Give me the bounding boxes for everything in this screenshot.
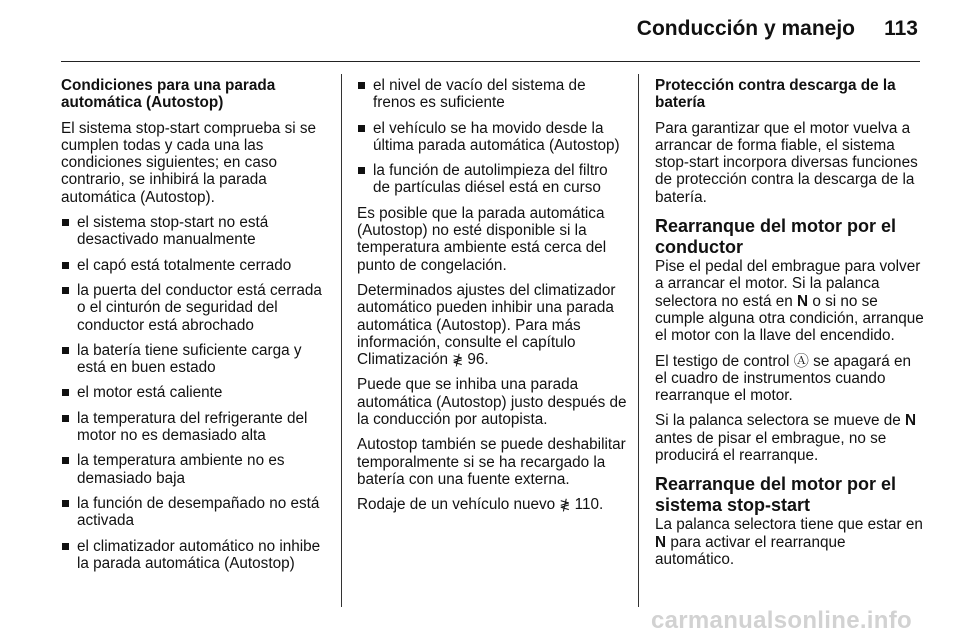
paragraph	[655, 258, 925, 344]
gear-neutral-label: N	[905, 412, 917, 430]
paragraph-text: o si no se cumple alguna otra condición, arranque el motor con la llave del encendido.	[655, 292, 924, 345]
paragraph-text: se apagará en el cuadro de instrumentos cuando rearranque el motor.	[655, 352, 911, 405]
paragraph	[655, 412, 925, 464]
paragraph	[655, 353, 925, 405]
paragraph: Para garantizar que el motor vuelva a arrancar de forma fiable, el sistema stop-start incorpora diversas funciones de protección contra la descarga de la batería.	[655, 119, 918, 206]
list-item: la temperatura del refrigerante del motor no es demasiado alta	[61, 410, 327, 445]
section-heading-autostop-conditions: Condiciones para una parada automática (Autostop)	[61, 77, 276, 112]
paragraph	[655, 516, 925, 568]
column-2	[357, 77, 627, 522]
column-3	[655, 77, 925, 576]
autostop-indicator-icon: Ⓐ	[793, 352, 809, 370]
gear-neutral-label: N	[655, 533, 667, 551]
paragraph-text: Si la palanca selectora se mueve de	[655, 412, 901, 430]
paragraph-text: antes de pisar el embrague, no se producirá el rearranque.	[655, 429, 887, 465]
watermark: carmanualsonline.info	[650, 607, 912, 634]
gear-neutral-label: N	[797, 292, 809, 310]
paragraph: Es posible que la parada automática (Autostop) no esté disponible si la temperatura ambiente está cerca del punto de congelación.	[357, 204, 607, 274]
paragraph: Autostop también se puede deshabilitar temporalmente si se ha recargado la batería con una fuente externa.	[357, 436, 626, 488]
autostop-conditions-list-continued	[357, 77, 627, 197]
paragraph-text: Rodaje de un vehículo nuevo	[357, 496, 556, 514]
paragraph: Puede que se inhiba una parada automática (Autostop) justo después de la conducción por autopista.	[357, 376, 627, 429]
section-heading-driver-restart: Rearranque del motor por el conductor	[655, 216, 897, 258]
list-item: la puerta del conductor está cerrada o el cinturón de seguridad del conductor está abrochado	[61, 282, 327, 334]
paragraph-text: La palanca selectora tiene que estar en	[655, 516, 923, 534]
paragraph-text: para activar el rearranque automático.	[655, 533, 846, 568]
autostop-intro: El sistema stop-start comprueba si se cumplen todas y cada una las condiciones siguientes; en caso contrario, se inhibirá la parada automática (Autostop).	[61, 119, 317, 206]
paragraph-text: Determinados ajustes del climatizador automático pueden inhibir una parada automática (Autostop). Para más información, consulte el capítulo Climatización	[357, 281, 616, 369]
list-item: el nivel de vacío del sistema de frenos es suficiente	[357, 77, 627, 112]
section-heading-battery-protection: Protección contra descarga de la batería	[655, 77, 896, 112]
column-divider-2	[638, 74, 639, 607]
list-item: el sistema stop-start no está desactivado manualmente	[61, 214, 327, 249]
page-reference-link[interactable]: 110.	[574, 496, 604, 514]
header-rule	[61, 61, 920, 62]
paragraph-text: El testigo de control	[655, 352, 790, 370]
list-item: la temperatura ambiente no es demasiado baja	[61, 452, 327, 487]
list-item: el climatizador automático no inhibe la parada automática (Autostop)	[61, 538, 327, 573]
list-item: el motor está caliente	[61, 384, 327, 401]
paragraph	[357, 496, 627, 513]
page-number: 113	[884, 17, 918, 40]
page-reference-icon: ≹	[559, 497, 571, 513]
list-item: la batería tiene suficiente carga y está en buen estado	[61, 342, 327, 377]
column-1	[61, 77, 327, 580]
paragraph-text: Pise el pedal del embrague para volver a arrancar el motor. Si la palanca selectora no está en	[655, 258, 921, 310]
page-reference-icon: ≹	[452, 352, 464, 368]
page-header-title: Conducción y manejo	[636, 17, 855, 40]
list-item: la función de desempañado no está activada	[61, 495, 327, 530]
list-item: la función de autolimpieza del filtro de partículas diésel está en curso	[357, 162, 627, 197]
section-heading-system-restart: Rearranque del motor por el sistema stop-start	[655, 474, 897, 516]
column-divider-1	[341, 74, 342, 607]
paragraph	[357, 282, 627, 368]
list-item: el vehículo se ha movido desde la última parada automática (Autostop)	[357, 120, 627, 155]
autostop-conditions-list	[61, 214, 327, 572]
page-reference-link[interactable]: 96.	[467, 351, 489, 369]
list-item: el capó está totalmente cerrado	[61, 257, 327, 274]
